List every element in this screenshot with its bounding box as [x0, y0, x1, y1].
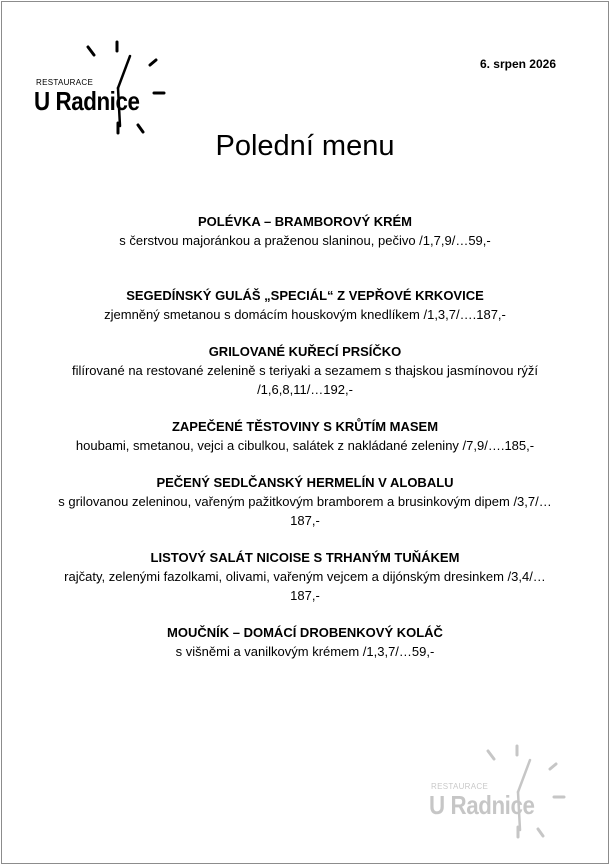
menu-item-name: POLÉVKA – BRAMBOROVÝ KRÉM	[197, 214, 413, 229]
menu-item-name: ZAPEČENÉ TĚSTOVINY S KRŮTÍM MASEM	[171, 419, 439, 434]
logo-big-text: U Radnice	[34, 86, 140, 116]
page-title: Polední menu	[215, 130, 395, 162]
menu-page	[1, 1, 609, 864]
watermark-small-text: RESTAURACE	[431, 782, 489, 791]
menu-list	[42, 212, 568, 679]
menu-item	[42, 473, 568, 530]
menu-item-name: SEGEDÍNSKÝ GULÁŠ „SPECIÁL“ Z VEPŘOVÉ KRKOVICE	[126, 288, 484, 303]
menu-item-desc: zjemněný smetanou s domácím houskovým knedlíkem /1,3,7/….187,-	[104, 307, 506, 322]
menu-item-name: MOUČNÍK – DOMÁCÍ DROBENKOVÝ KOLÁČ	[167, 625, 443, 640]
menu-item-desc: s grilovanou zeleninou, vařeným pažitkovým bramborem a brusinkovým dipem /3,7/…187,-	[58, 494, 552, 528]
watermark-big-text: U Radnice	[429, 790, 535, 820]
menu-item-desc: rajčaty, zelenými fazolkami, olivami, vařeným vejcem a dijónským dresinkem /3,4/…187,-	[64, 569, 546, 603]
menu-item-desc: filírované na restované zelenině s teriyaki a sezamem s thajskou jasmínovou rýží /1,6,8,11/…192,-	[71, 363, 539, 397]
menu-item-name: GRILOVANÉ KUŘECÍ PRSÍČKO	[208, 344, 402, 359]
menu-item-name: PEČENÝ SEDLČANSKÝ HERMELÍN V ALOBALU	[156, 475, 454, 490]
menu-item-soup	[42, 212, 568, 250]
menu-item	[42, 342, 568, 399]
menu-item-desc: houbami, smetanou, vejci a cibulkou, salátek z nakládané zeleniny /7,9/….185,-	[75, 438, 535, 453]
menu-item	[42, 417, 568, 455]
watermark-logo	[427, 742, 577, 842]
logo-small-text: RESTAURACE	[36, 78, 94, 87]
menu-item-desc: s čerstvou majoránkou a praženou slaninou, pečivo /1,7,9/…59,-	[119, 233, 491, 248]
menu-item	[42, 548, 568, 605]
restaurant-logo	[32, 38, 172, 138]
menu-item	[42, 286, 568, 324]
menu-item-dessert	[42, 623, 568, 661]
menu-item-desc: s višněmi a vanilkovým krémem /1,3,7/…59,-	[175, 644, 435, 659]
menu-item-name: LISTOVÝ SALÁT NICOISE S TRHANÝM TUŇÁKEM	[150, 550, 460, 565]
menu-date: 6. srpen 2026	[479, 57, 556, 71]
